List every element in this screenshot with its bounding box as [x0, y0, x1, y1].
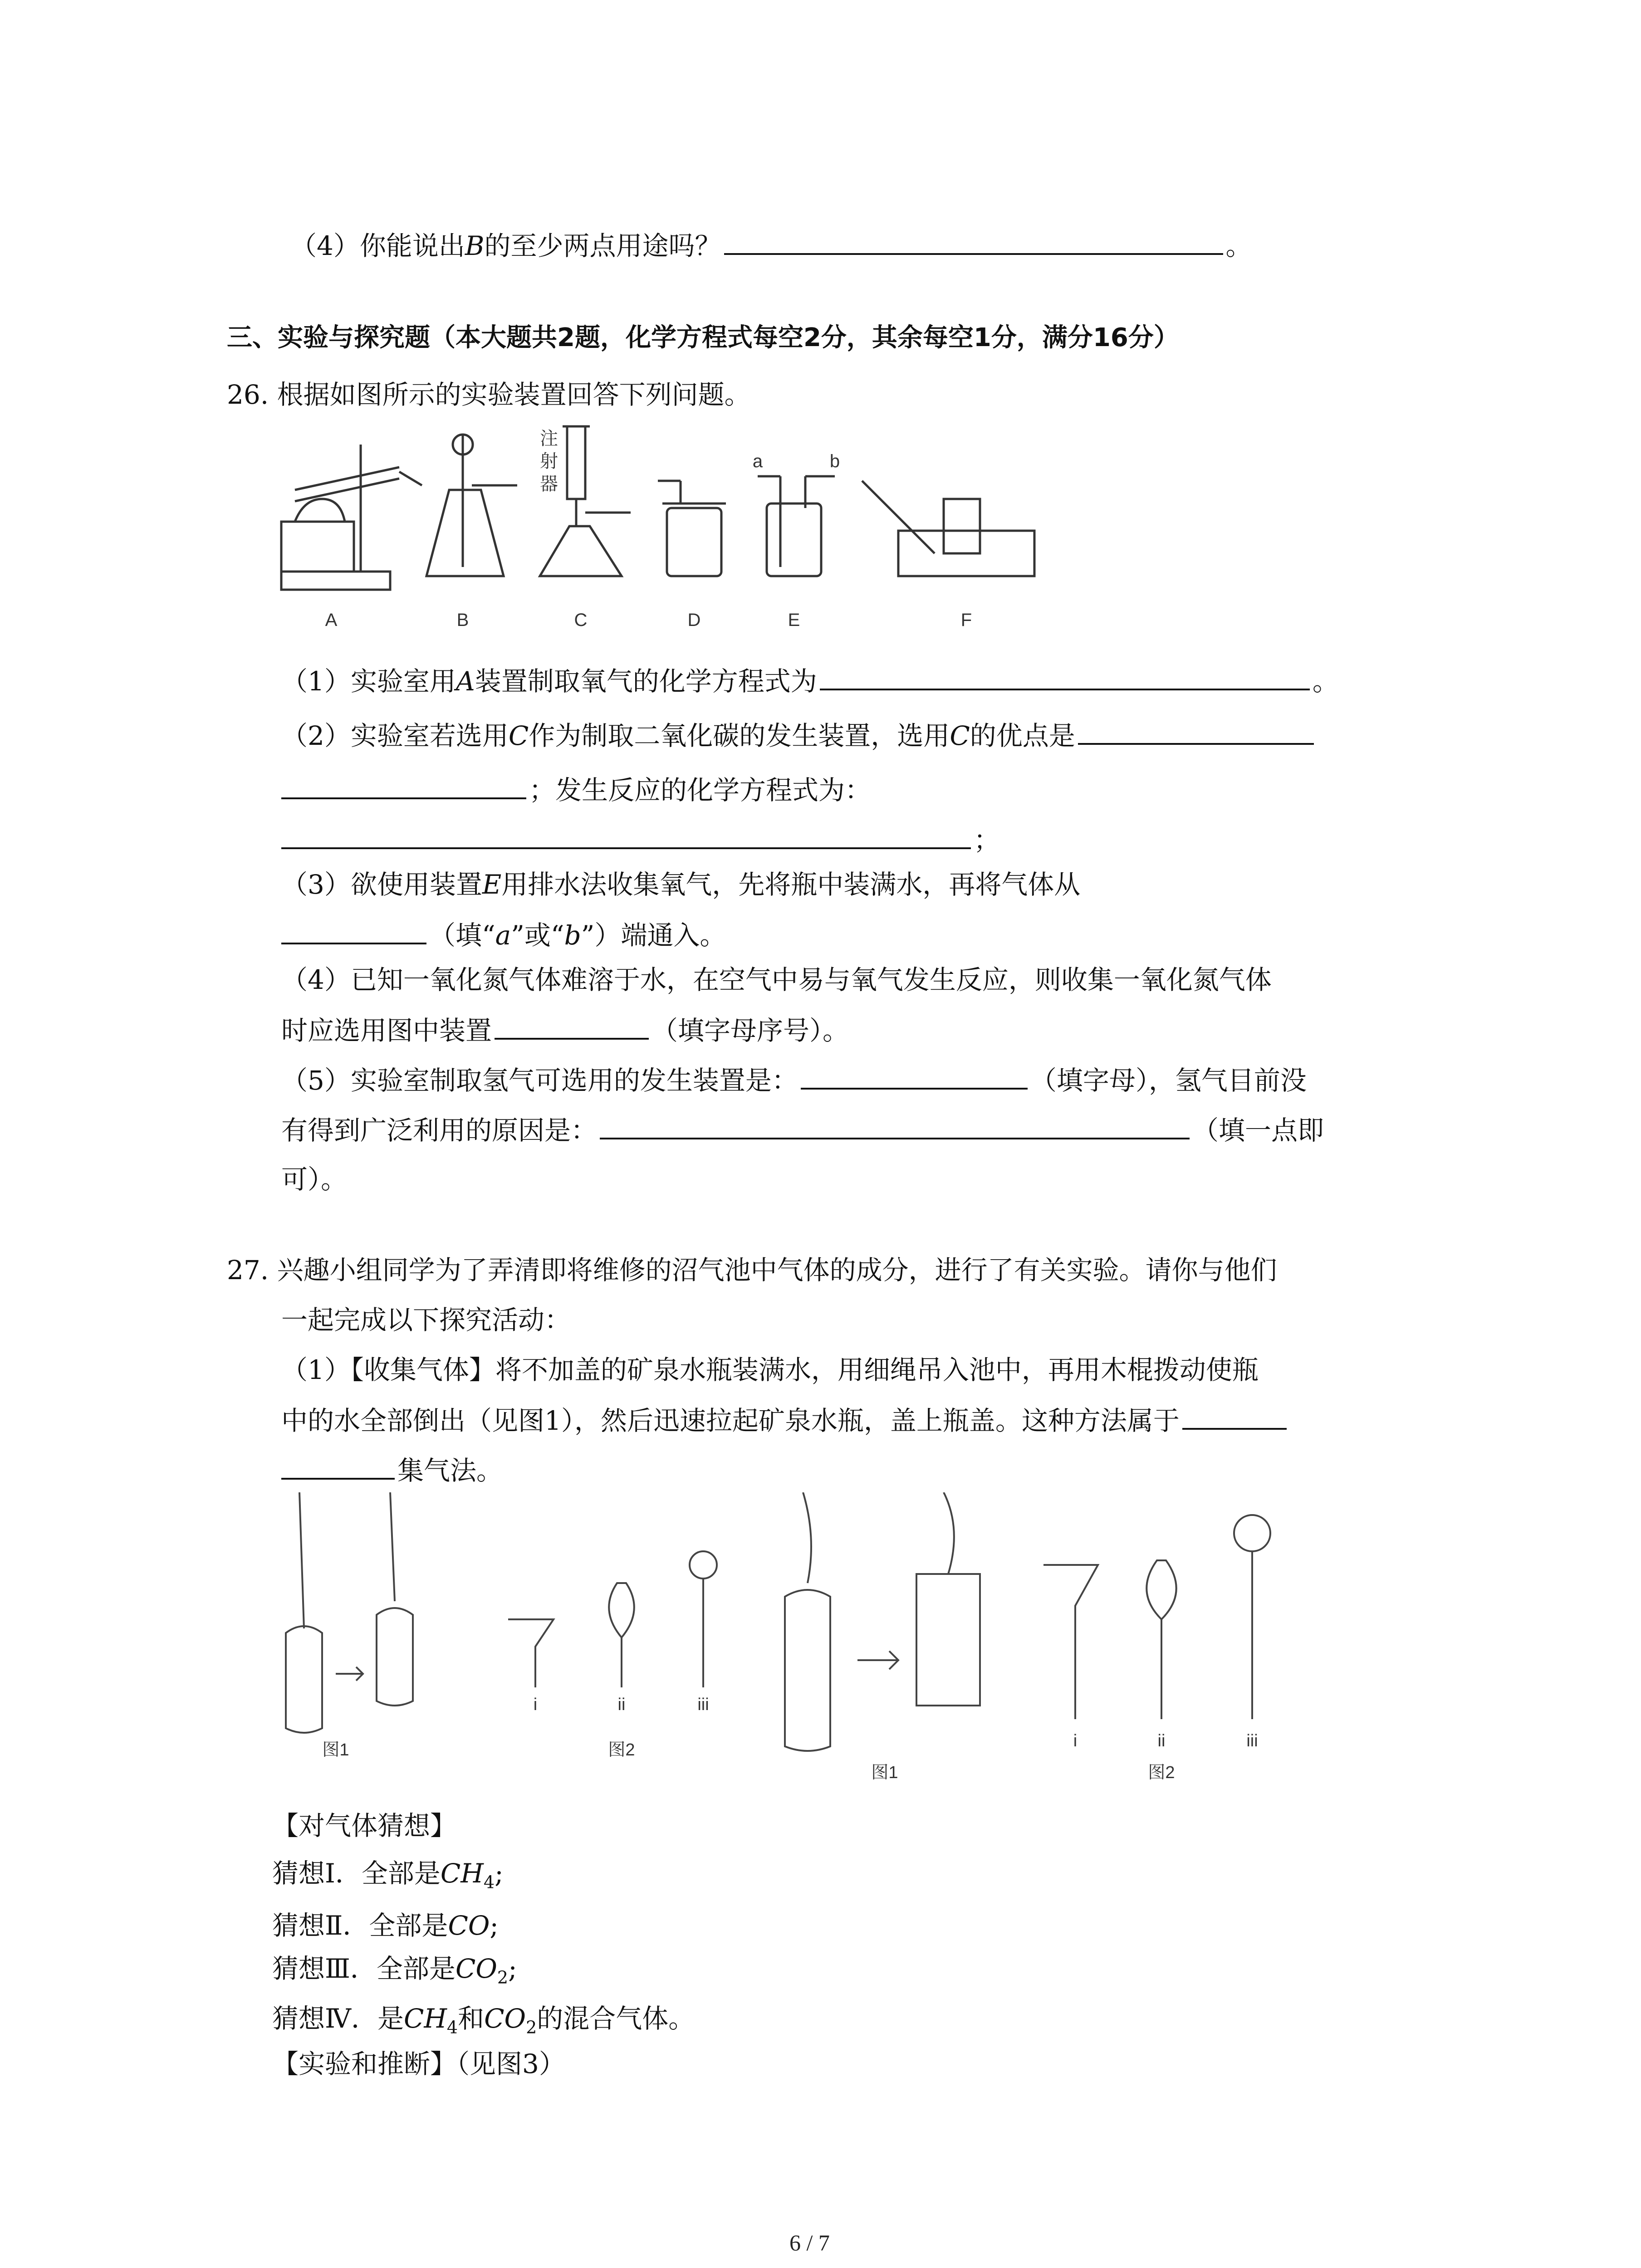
label-d: D [687, 610, 701, 630]
roman-i-big: i [1073, 1731, 1078, 1750]
q26-part4-line2: 时应选用图中装置 （填字母序号）。 [281, 1012, 849, 1049]
q26-part5: （5）实验室制取氢气可选用的发生装置是： （填字母），氢气目前没 [281, 1061, 1307, 1099]
wood-block [281, 522, 354, 572]
stand-base [281, 572, 390, 590]
answer-blank[interactable] [281, 771, 526, 799]
collection-figure-q27 [272, 1492, 1361, 1801]
funnel-big-i [1043, 1565, 1098, 1719]
bottle-small-2 [377, 1608, 413, 1706]
label-f: F [960, 610, 972, 630]
answer-blank[interactable] [724, 227, 1223, 255]
alcohol-lamp [295, 499, 345, 522]
arrow-small [336, 1667, 363, 1681]
answer-blank[interactable] [1078, 717, 1314, 745]
syringe-label-2: 射 [540, 451, 558, 471]
q27-part1-line2: 中的水全部倒出（见图1），然后迅速拉起矿泉水瓶，盖上瓶盖。这种方法属于 [281, 1402, 1289, 1439]
answer-blank[interactable] [495, 1012, 649, 1040]
q26-part1: （1）实验室用A装置制取氧气的化学方程式为 。 [281, 662, 1339, 699]
answer-blank[interactable] [1182, 1402, 1287, 1430]
answer-blank[interactable] [281, 1452, 395, 1480]
q26-part3-line2: （填“a”或“b”）端通入。 [281, 916, 726, 953]
guess-title: 【对气体猜想】 [272, 1810, 457, 1841]
guess-2: 猜想Ⅱ．全部是CO; [272, 1910, 499, 1941]
label-b: B [456, 610, 469, 630]
separatory-funnel-big-ii [1146, 1560, 1176, 1719]
syringe-label-1: 注 [540, 429, 558, 449]
page-number: 6 / 7 [789, 2230, 830, 2255]
q26-part2-line3: ； [281, 821, 1000, 858]
answer-blank[interactable] [801, 1061, 1028, 1090]
label-a: A [325, 610, 338, 630]
jar-d [667, 508, 721, 576]
flask-b [426, 490, 504, 576]
thistle-big-iii [1234, 1515, 1270, 1551]
label-c: C [574, 610, 588, 630]
answer-blank[interactable] [600, 1111, 1190, 1139]
q26-part4: （4）已知一氧化氮气体难溶于水，在空气中易与氧气发生反应，则收集一氧化氮气体 [281, 964, 1272, 995]
q26-part5-line3: 可）。 [281, 1164, 348, 1195]
section-heading: 三、实验与探究题（本大题共2题，化学方程式每空2分，其余每空1分，满分16分） [227, 323, 1179, 352]
port-a-label: a [752, 451, 763, 471]
apparatus-figure-q26 [272, 417, 1043, 653]
answer-blank[interactable] [820, 662, 1310, 690]
test-tube [295, 467, 399, 490]
bottle-small-1 [286, 1626, 322, 1733]
question-27-stem-line2: 一起完成以下探究活动： [281, 1305, 571, 1335]
big-fig2-caption: 图2 [1148, 1763, 1175, 1782]
q27-part1-line3: 集气法。 [281, 1452, 503, 1489]
syringe-label-3: 器 [540, 474, 558, 494]
q27-part1: （1）【收集气体】将不加盖的矿泉水瓶装满水，用细绳吊入池中，再用木棍拨动使瓶 [281, 1354, 1259, 1385]
big-fig1-caption: 图1 [871, 1763, 898, 1782]
q26-part2: （2）实验室若选用C作为制取二氧化碳的发生装置，选用C的优点是 [281, 717, 1317, 754]
question-27-stem: 27. 兴趣小组同学为了弄清即将维修的沼气池中气体的成分，进行了有关实验。请你与他们 [227, 1255, 1277, 1286]
port-b-label: b [829, 451, 840, 471]
small-fig2-caption: 图2 [608, 1740, 635, 1760]
roman-iii-small: iii [697, 1695, 709, 1714]
bottle-big-1 [785, 1590, 830, 1751]
arrow-big [857, 1651, 898, 1669]
q25-part4: （4）你能说出B的至少两点用途吗？ 。 [290, 227, 1252, 264]
label-e: E [788, 610, 800, 630]
guess-3: 猜想Ⅲ．全部是$CO_2$; [272, 1953, 517, 1988]
q26-part3: （3）欲使用装置E用排水法收集氧气，先将瓶中装满水，再将气体从 [281, 869, 1081, 900]
answer-blank[interactable] [281, 821, 971, 849]
flask-c [540, 526, 622, 576]
syringe [567, 426, 585, 499]
question-26-stem: 26. 根据如图所示的实验装置回答下列问题。 [227, 379, 751, 410]
bottle-e [767, 503, 821, 576]
q26-part5-line2: 有得到广泛利用的原因是： （填一点即 [281, 1111, 1324, 1149]
bottle-big-2 [916, 1574, 980, 1706]
small-fig1-caption: 图1 [322, 1740, 349, 1760]
roman-i-small: i [533, 1695, 538, 1714]
thistle-small-iii [690, 1551, 717, 1579]
guess-1: 猜想Ⅰ．全部是$CH_4$; [272, 1858, 504, 1892]
answer-blank[interactable] [281, 916, 426, 944]
separatory-funnel-small-ii [609, 1583, 634, 1687]
roman-iii-big: iii [1246, 1731, 1258, 1750]
experiment-title: 【实验和推断】（见图3） [272, 2048, 565, 2079]
funnel-small-i [508, 1619, 554, 1687]
guess-4: 猜想Ⅳ．是$CH_4$和$CO_2$的混合气体。 [272, 2003, 695, 2038]
roman-ii-big: ii [1157, 1731, 1166, 1750]
roman-ii-small: ii [617, 1695, 626, 1714]
q26-part2-line2: ；发生反应的化学方程式为： [281, 771, 871, 808]
